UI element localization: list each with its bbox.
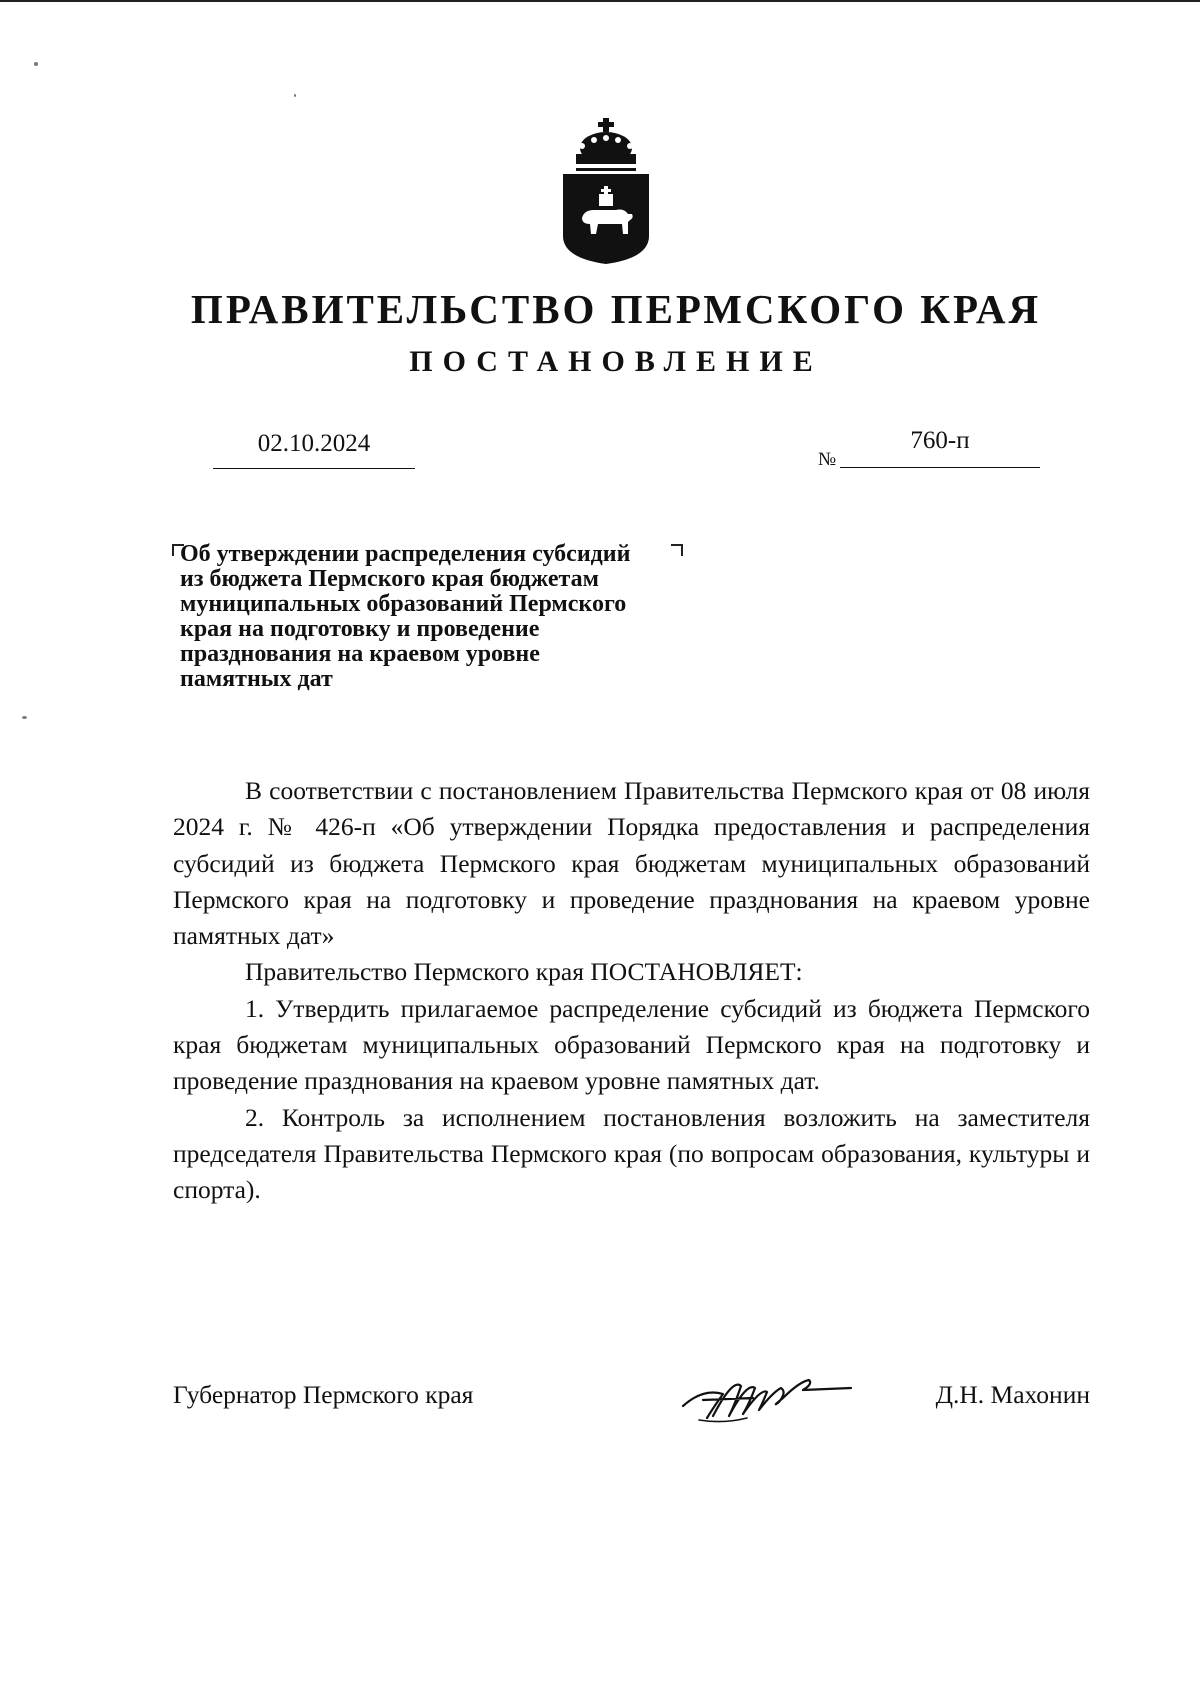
clause-2-paragraph: 2. Контроль за исполнением постановления возложить на заместителя председателя Правительства Пермского края (по вопросам образования, культуры и спорта). bbox=[173, 1102, 1090, 1205]
document-date: 02.10.2024 bbox=[257, 430, 371, 457]
date-underline bbox=[213, 468, 415, 469]
signer-name: Д.Н. Махонин bbox=[935, 1380, 1090, 1409]
number-underline bbox=[840, 467, 1040, 468]
heading-line: Об утверждении распределения субсидий bbox=[180, 541, 631, 567]
heading-line: муниципальных образований Пермского bbox=[180, 591, 627, 617]
heading-line: празднования на краевом уровне bbox=[180, 641, 540, 667]
document-type: ПОСТАНОВЛЕНИЕ bbox=[409, 345, 823, 378]
clause-1-paragraph: 1. Утвердить прилагаемое распределение субсидий из бюджета Пермского края бюджетам муниципальных образований Пермского края на подготовку и проведение празднования на краевом уровне памятных дат. bbox=[173, 993, 1090, 1096]
resolution-paragraph: Правительство Пермского края ПОСТАНОВЛЯЕТ: bbox=[245, 957, 803, 987]
handwritten-signature-icon bbox=[663, 1358, 863, 1428]
scan-top-edge bbox=[0, 0, 1200, 2]
scan-speck bbox=[22, 716, 27, 719]
scan-speck bbox=[294, 94, 296, 97]
perm-krai-coat-of-arms-icon bbox=[558, 118, 654, 268]
organization-title: ПРАВИТЕЛЬСТВО ПЕРМСКОГО КРАЯ bbox=[190, 286, 1042, 332]
document-heading bbox=[180, 542, 740, 692]
number-sign: № bbox=[818, 449, 837, 470]
heading-line: памятных дат bbox=[180, 666, 333, 692]
preamble-paragraph: В соответствии с постановлением Правительства Пермского края от 08 июля 2024 г. № 426-п «Об утверждении Порядка предоставления и распределения субсидий из бюджета Пермского края бюджетам муниципальных образований Пермского края на подготовку и проведение празднования на краевом уровне памятных дат» bbox=[173, 776, 1090, 951]
scan-speck bbox=[34, 62, 38, 66]
heading-line: из бюджета Пермского края бюджетам bbox=[180, 566, 599, 592]
document-number: 760-п bbox=[910, 427, 970, 454]
signature-block bbox=[173, 1380, 1090, 1440]
document-body bbox=[173, 773, 1090, 1209]
signer-position: Губернатор Пермского края bbox=[173, 1380, 474, 1409]
heading-line: края на подготовку и проведение bbox=[180, 616, 540, 642]
